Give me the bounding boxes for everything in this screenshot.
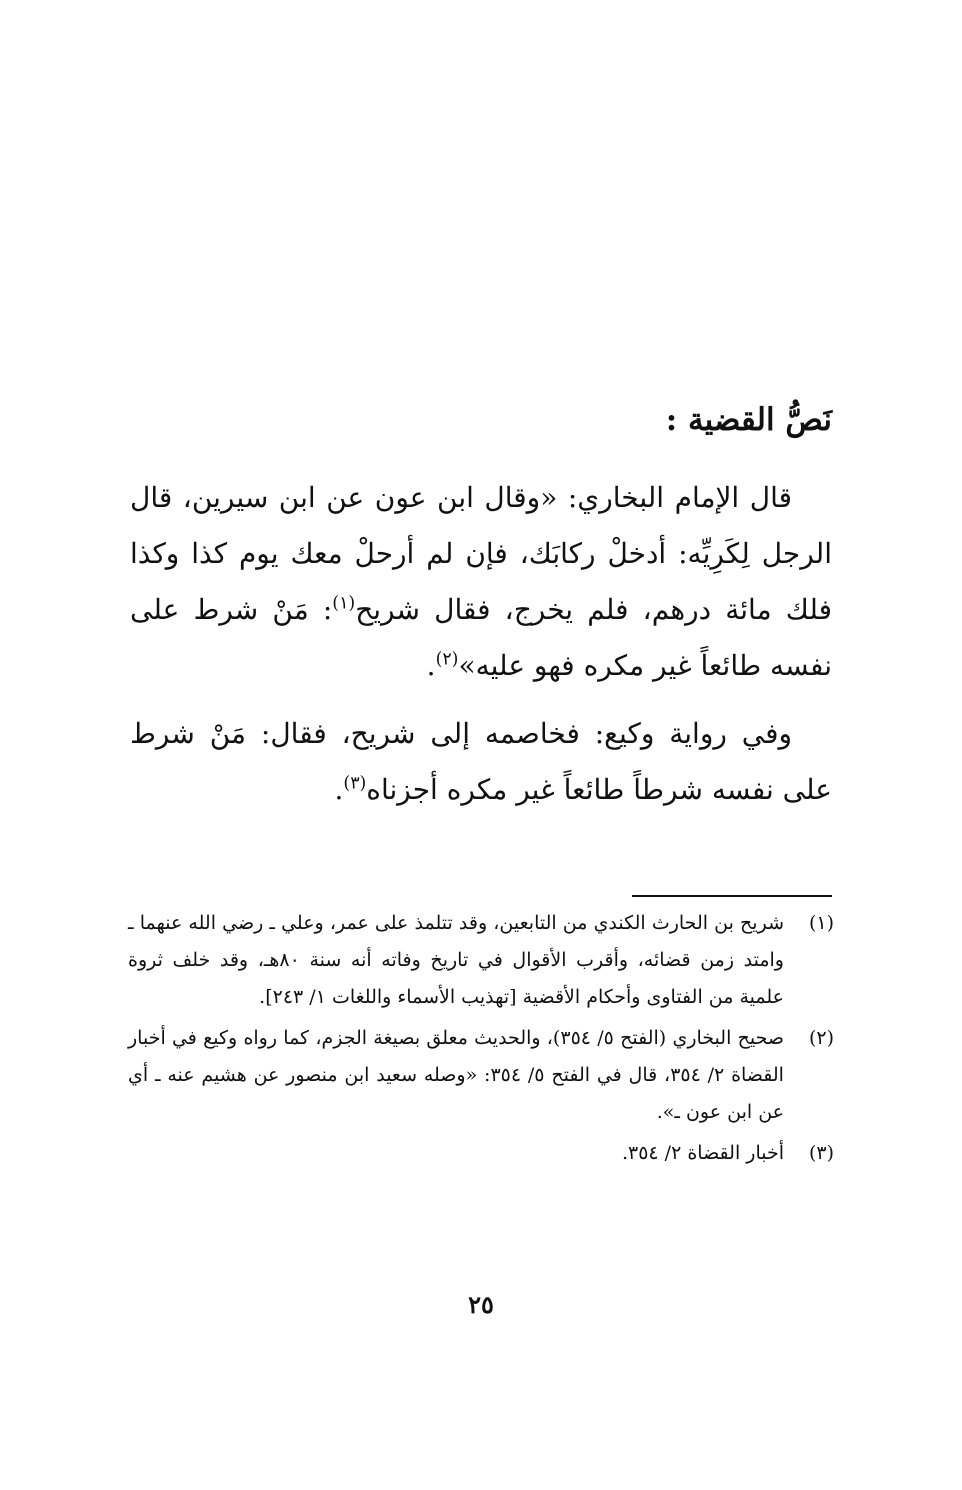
footnote-separator bbox=[632, 895, 832, 897]
footnote-3-number: (٣) bbox=[808, 1142, 834, 1164]
body-paragraph-2 bbox=[130, 706, 832, 818]
footnote-1-text: شريح بن الحارث الكندي من التابعين، وقد تتلمذ على عمر، وعلي ـ رضي الله عنهما ـ وامتد زمن قضائه، وأقرب الأقوال في تاريخ وفاته أنه سنة ٨٠هـ، وقد خلف ثروة علمية من الفتاوى وأحكام الأقضية [تهذيب الأسماء واللغات ١/ ٢٤٣]. bbox=[128, 912, 784, 1008]
footnote-ref-1: (١) bbox=[332, 593, 356, 614]
section-heading: نَصُّ القضية : bbox=[665, 402, 832, 438]
paragraph-2-text-before: وفي رواية وكيع: فخاصمه إلى شريح، فقال: مَنْ شرط على نفسه شرطاً طائعاً غير مكره أجزناه bbox=[130, 717, 832, 806]
footnote-ref-2: (٢) bbox=[435, 649, 459, 670]
footnote-3 bbox=[128, 1135, 834, 1172]
footnote-1-number: (١) bbox=[808, 912, 834, 934]
footnote-2-text: صحيح البخاري (الفتح ٥/ ٣٥٤)، والحديث معلق بصيغة الجزم، كما رواه وكيع في أخبار القضاة ٢/ ٣٥٤، قال في الفتح ٥/ ٣٥٤: «وصله سعيد ابن منصور عن هشيم عنه ـ أي عن ابن عون ـ». bbox=[128, 1027, 784, 1123]
footnotes-list bbox=[128, 905, 834, 1176]
paragraph-2-text-after: . bbox=[334, 773, 344, 806]
body-paragraph-1 bbox=[130, 470, 832, 694]
footnote-ref-3: (٣) bbox=[343, 773, 367, 794]
page-number: ٢٥ bbox=[468, 1290, 494, 1319]
paragraph-1-text-before: قال الإمام البخاري: «وقال ابن عون عن ابن سيرين، قال الرجل لِكَرِيِّه: أدخلْ ركابَك، فإن لم أرحلْ معك يوم كذا وكذا فلك مائة درهم، فلم يخرج، فقال شريح bbox=[130, 481, 832, 626]
footnote-2 bbox=[128, 1020, 834, 1131]
footnote-1 bbox=[128, 905, 834, 1016]
footnote-3-text: أخبار القضاة ٢/ ٣٥٤. bbox=[621, 1142, 784, 1164]
footnote-2-number: (٢) bbox=[808, 1027, 834, 1049]
paragraph-1-text-middle: : مَنْ شرط على نفسه طائعاً غير مكره فهو عليه» bbox=[130, 593, 832, 682]
paragraph-1-text-after: . bbox=[426, 649, 436, 682]
